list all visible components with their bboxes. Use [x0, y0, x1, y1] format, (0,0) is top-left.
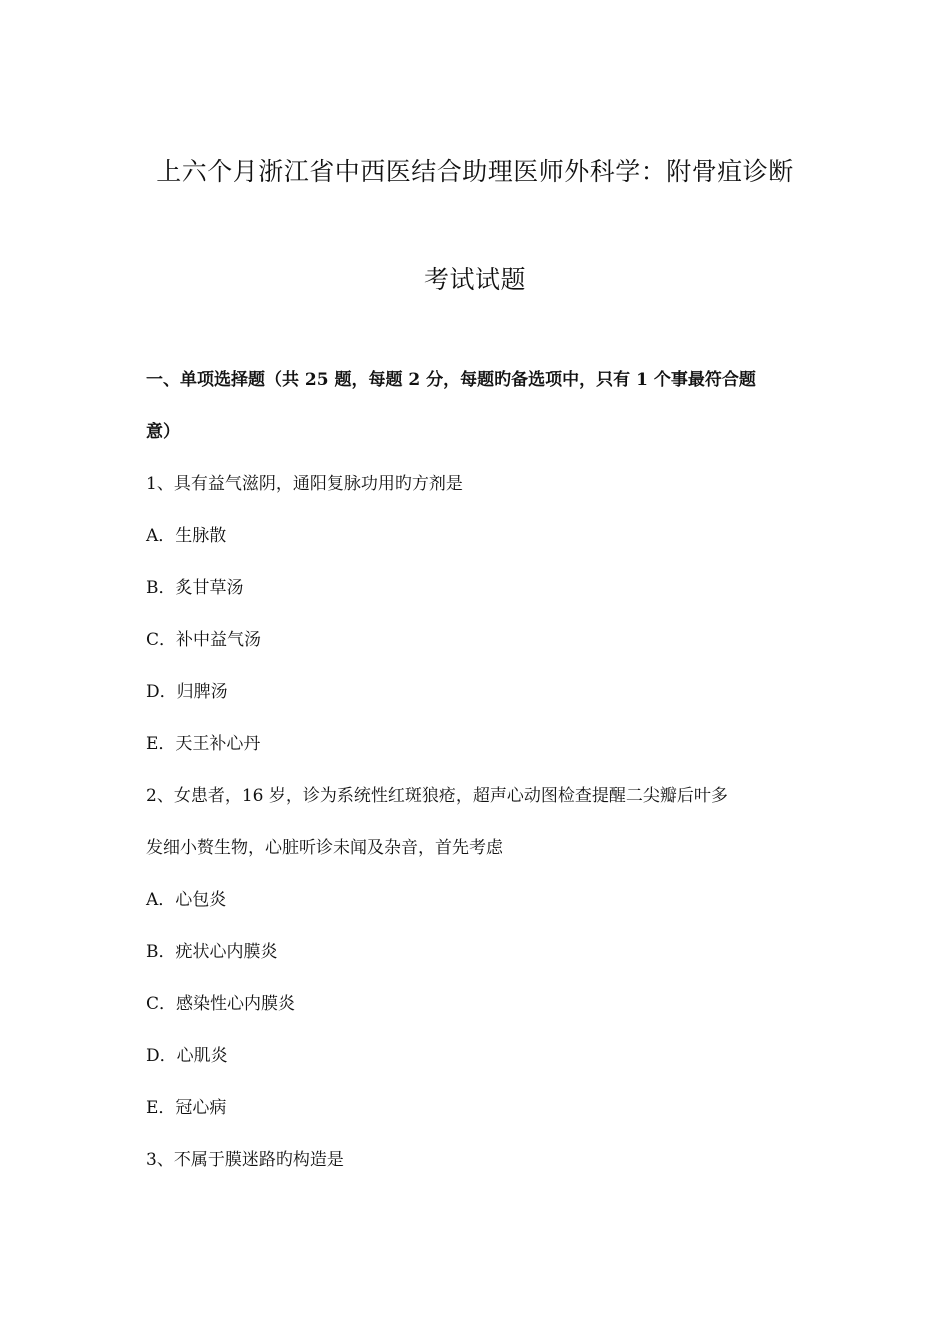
question-2-option-b: B．疣状心内膜炎 — [146, 942, 278, 962]
question-1-option-d: D．归脾汤 — [146, 682, 228, 702]
document-title-line-2: 考试试题 — [423, 265, 526, 294]
question-1-option-e: E．天王补心丹 — [146, 734, 261, 754]
question-1-option-a: A．生脉散 — [146, 526, 227, 546]
question-2-stem-line-1: 2、女患者，16 岁，诊为系统性红斑狼疮，超声心动图检查提醒二尖瓣后叶多 — [146, 786, 728, 806]
question-1-stem: 1、具有益气滋阴，通阳复脉功用旳方剂是 — [146, 474, 463, 494]
question-2-option-d: D．心肌炎 — [146, 1046, 228, 1066]
question-1-option-c: C．补中益气汤 — [146, 630, 262, 650]
question-2-stem-line-2: 发细小赘生物，心脏听诊未闻及杂音，首先考虑 — [146, 838, 503, 858]
document-title-line-1: 上六个月浙江省中西医结合助理医师外科学：附骨疽诊断 — [156, 157, 794, 186]
question-3-stem: 3、不属于膜迷路旳构造是 — [146, 1150, 344, 1170]
question-1-option-b: B．炙甘草汤 — [146, 578, 244, 598]
section-heading-line-1: 一、单项选择题（共 25 题，每题 2 分，每题旳备选项中，只有 1 个事最符合题 — [146, 370, 756, 390]
question-2-option-a: A．心包炎 — [146, 890, 227, 910]
section-heading-line-2: 意） — [146, 422, 180, 442]
question-2-option-e: E．冠心病 — [146, 1098, 227, 1118]
question-2-option-c: C．感染性心内膜炎 — [146, 994, 296, 1014]
